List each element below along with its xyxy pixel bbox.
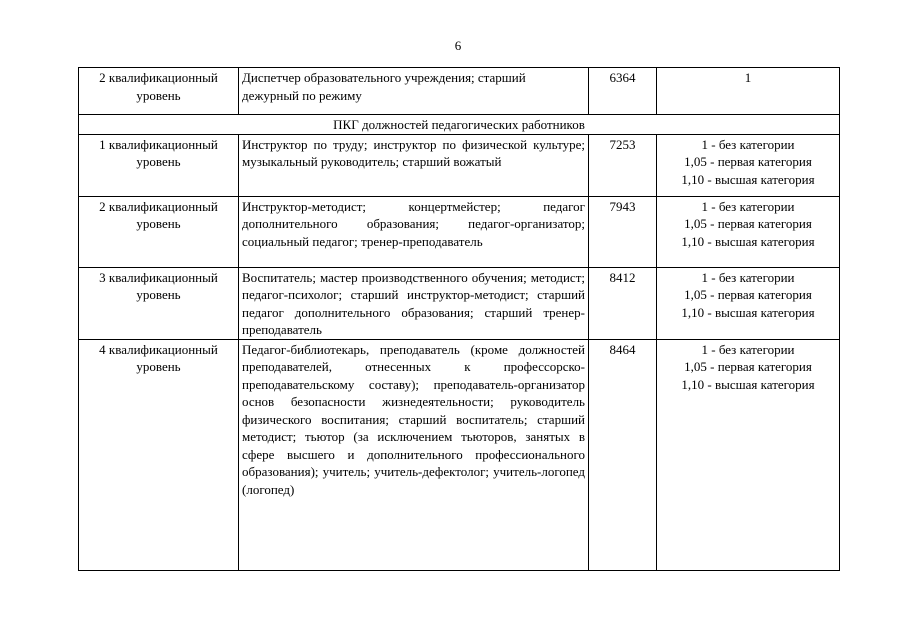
table-row	[79, 68, 840, 115]
level-label: уровень	[136, 154, 181, 169]
level-cell	[79, 196, 239, 267]
level-cell	[79, 134, 239, 196]
coefficient-cell	[657, 134, 840, 196]
coefficient-value: 1 - без категории	[701, 198, 795, 214]
salary-cell: 6364	[589, 68, 657, 115]
level-label: 2 квалификационный	[99, 70, 218, 85]
section-title: ПКГ должностей педагогических работников	[79, 115, 840, 135]
table-row	[79, 339, 840, 570]
coefficient-value: 1,05 - первая категория	[684, 154, 812, 169]
coefficient-value: 1,05 - первая категория	[684, 287, 812, 302]
level-cell	[79, 68, 239, 115]
level-label: уровень	[136, 287, 181, 302]
coefficient-cell	[657, 68, 840, 115]
level-cell	[79, 339, 239, 570]
level-label: 2 квалификационный	[99, 198, 218, 214]
coefficient-value: 1,05 - первая категория	[684, 359, 812, 374]
description-cell: Диспетчер образовательного учреждения; старший дежурный по режиму	[239, 68, 589, 115]
salary-cell: 8464	[589, 339, 657, 570]
salary-cell: 8412	[589, 267, 657, 339]
coefficient-value: 1,10 - высшая категория	[681, 376, 815, 392]
description-cell: Педагог-библиотекарь, преподаватель (кроме должностей преподавателей, отнесенных к профессорско-преподавательскому составу); преподаватель-организатор основ безопасности жизнедеятельности; руководитель физического воспитания; старший воспитатель; старший методист; тьютор (за исключением тьюторов, занятых в сфере высшего и дополнительного профессионального образования); учитель; учитель-дефектолог; учитель-логопед (логопед)	[239, 339, 589, 570]
section-row	[79, 115, 840, 135]
qualification-table	[78, 67, 840, 571]
level-label: 4 квалификационный	[99, 341, 218, 357]
level-label: 1 квалификационный	[99, 136, 218, 152]
level-label: уровень	[136, 359, 181, 374]
description-cell: Инструктор-методист; концертмейстер; педагог дополнительного образования; педагог-организатор; социальный педагог; тренер-преподаватель	[239, 196, 589, 267]
description-cell: Инструктор по труду; инструктор по физической культуре; музыкальный руководитель; старший вожатый	[239, 134, 589, 196]
level-cell	[79, 267, 239, 339]
table-row	[79, 196, 840, 267]
coefficient-value: 1	[744, 70, 752, 85]
description-cell: Воспитатель; мастер производственного обучения; методист; педагог-психолог; старший инструктор-методист; старший педагог дополнительного образования; старший тренер-преподаватель	[239, 267, 589, 339]
level-label: 3 квалификационный	[99, 269, 218, 285]
table-row	[79, 267, 840, 339]
coefficient-cell	[657, 339, 840, 570]
salary-cell: 7943	[589, 196, 657, 267]
coefficient-value: 1,05 - первая категория	[684, 216, 812, 231]
coefficient-value: 1,10 - высшая категория	[681, 171, 815, 187]
coefficient-cell	[657, 267, 840, 339]
page-number: 6	[454, 38, 462, 53]
coefficient-value: 1 - без категории	[701, 269, 795, 285]
coefficient-value: 1,10 - высшая категория	[681, 304, 815, 320]
salary-cell: 7253	[589, 134, 657, 196]
table-row	[79, 134, 840, 196]
level-label: уровень	[136, 87, 181, 103]
coefficient-cell	[657, 196, 840, 267]
coefficient-value: 1 - без категории	[701, 341, 795, 357]
coefficient-value: 1,10 - высшая категория	[681, 233, 815, 249]
coefficient-value: 1 - без категории	[701, 136, 795, 152]
level-label: уровень	[136, 216, 181, 231]
